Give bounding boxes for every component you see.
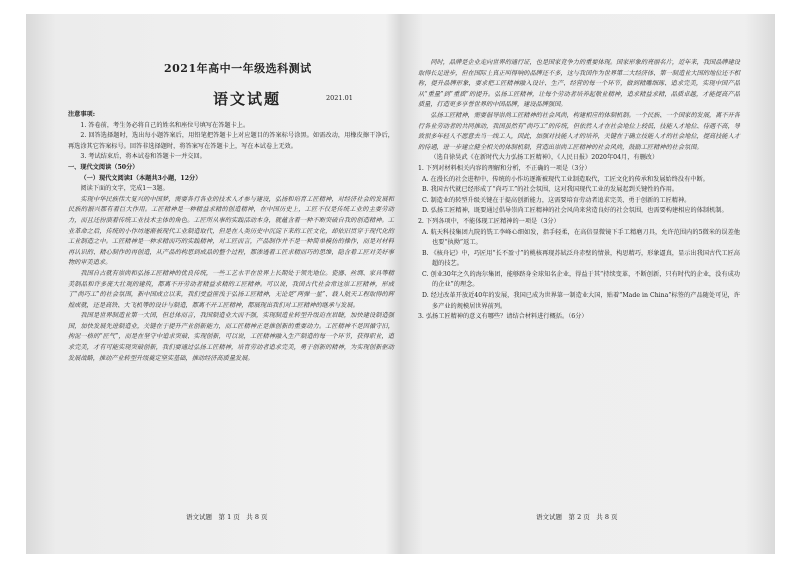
question-option: A. 航天科技集团九院的铣工李峰心细如发，指手轻柔，在高倍显微镜下手工精磨刀具，允许范围内的5微米的误差他也要“执拗”返工。 bbox=[422, 228, 740, 247]
scanned-exam-spread bbox=[26, 14, 775, 554]
note-item: 3. 考试结束后，将本试卷和答题卡一并交回。 bbox=[80, 153, 206, 161]
question-option: B. 《核舟记》中，巧匠用“长不盈寸”的桃核再现苏轼泛舟赤壁的情景，构思精巧，形象逼真，显示出我国古代工匠高超的技艺。 bbox=[422, 249, 740, 268]
question-2: 2. 下列各项中，不能体现工匠精神的一项是（3分） bbox=[418, 217, 560, 225]
question-option: B. 我国古代就已经形成了“尚巧工”的社会氛围，这对我国现代工业的发展起到关键性的作用。 bbox=[422, 186, 679, 194]
exam-date: 2021.01 bbox=[326, 94, 353, 102]
section-heading: 一、现代文阅读（50分） bbox=[68, 163, 139, 171]
subject-title: 语文试题 bbox=[213, 90, 282, 108]
question-option: D. 经过改革开放近40年的发展，我国已成为世界第一制造业大国，贴着“Made in China”标签的产品随处可见，许多产业的规模居世界前列。 bbox=[422, 292, 740, 310]
notes-heading: 注意事项: bbox=[68, 111, 96, 118]
question-option: D. 弘扬工匠精神，既要通过倡导崇尚工匠精神的社会风尚来营造良好的社会氛围，也需要构建相应的体制机制。 bbox=[422, 207, 728, 215]
note-item: 1. 答卷前，考生务必将自己的姓名和座位号填写在答题卡上。 bbox=[80, 121, 250, 129]
page-footer: 语文试题 第 1 页 共 8 页 bbox=[186, 513, 268, 521]
note-item: 2. 回答选择题时，选出每小题答案后，用铅笔把答题卡上对应题目的答案标号涂黑。如需改动，用橡皮擦干净后，再选涂其它答案标号。回答非选择题时，将答案写在答题卡上，写在本试卷上无效。 bbox=[68, 132, 394, 150]
passage-source: （选自徐昊武《在新时代大力弘扬工匠精神》，《人民日报》2020年04月，有删改） bbox=[430, 154, 659, 162]
notes-block bbox=[68, 110, 394, 364]
passage-continued bbox=[418, 58, 740, 323]
right-page bbox=[418, 14, 740, 554]
passage-paragraph: 我国自古就有崇尚和弘扬工匠精神的优良传统，一些工艺水平在世界上长期处于领先地位。瓷器、丝绸、家具等精美制品和许多庞大壮观的建筑，都离不开劳动者精益求精的工匠精神。可以说，我国古代社会常这崇工匠精神，形成了“尚巧工”的社会氛围，新中国成立以来，我们受益匪浅于弘扬工匠精神，无论是“两弹一星”、载人航天工程取得的辉煌成就，还是高铁、大飞机等的设计与制造，都离不开工匠精神，都展现出我们对工匠精神的继承与发展。 bbox=[68, 269, 394, 309]
question-1: 1. 下列对材料相关内容的理解和分析，不正确的一项是（3分） bbox=[418, 164, 591, 172]
page-footer: 语文试题 第 2 页 共 8 页 bbox=[536, 513, 618, 521]
question-3: 3. 弘扬工匠精神的意义有哪些？请结合材料进行概括。（6分） bbox=[418, 313, 588, 321]
subsection-heading: （一）现代文阅读Ⅰ（本题共3小题，12分） bbox=[80, 174, 202, 182]
question-option: C. 创业30年之久的海尔集团，能够跻身全球知名企业，得益于其“持续变革，不断创新，只有时代的企业，没有成功的企业”的理念。 bbox=[422, 270, 740, 289]
question-option: A. 在漫长的社会进程中，传统的小作坊逐渐被现代工业制造取代，工匠文化的传承和发展始终没有中断。 bbox=[422, 175, 709, 183]
left-page bbox=[68, 14, 394, 554]
passage-paragraph: 我国是世界制造业第一大国，但总体而言，我国制造业大而不强，实现制造业转型升级迫在眉睫，加快建设制造强国，加快发展先进制造业，关键在于提升产业创新能力，而工匠精神正是推创新的重要动力。工匠精神不是因循守旧，拘泥一格的“匠气”，而是在坚守中追求突破、实现创新，可以说，工匠精神融入生产制造的每一个环节，获得职业，追求完美，才有可能实现突破创新，我们要通过弘扬工匠精神，培育劳动者追求完美，勇于创新的精神，为实现创新驱动发展战略，推动产业转型升级奠定坚实基础，推动经济高质量发展。 bbox=[68, 312, 394, 362]
question-option: C. 制造业的转型升级关键在于提高创新能力，这需要培育劳动者追求完美、勇于创新的工匠精神。 bbox=[422, 196, 691, 204]
passage-paragraph: 同时，品牌是企业走向世界的通行证，也是国家竞争力的重要体现。国家形象的亮丽名片，近年来，我国品牌建设取得长足进步，但在国际上真正叫得响的品牌还不多，这与我国作为世界第二大经济体、第一制造业大国的地位还不相称，提升品牌形象，要求把工匠精神融入设计、生产、经营的每一个环节，做到精雕细琢、追求完美，实现中国产品从“重量”到“重质”的提升。弘扬工匠精神，让每个劳动者培养起敬业精神，追求精益求精，品质卓越，才能提高产品质量，打造更多享誉世界的中国品牌，建设品牌强国。 bbox=[418, 59, 740, 109]
passage-paragraph: 实现中华民族伟大复兴的中国梦，需要各行各业的技术人才参与建设，弘扬和培育工匠精神，对经济社会的发展和民族的振兴都有着巨大作用。工匠精神是一种精益求精的创造精神，在中国历史上，工匠不仅是传统工业的主要劳动力，而且还扮演着传统工业技术主体的角色。工匠所从事的实践活动本身，就蕴含着一种不断突破自我的创造精神。工业革命之后，传统的小作坊逐渐被现代工业制造取代，但是在人类历史中沉淀下来的工匠文化，却依旧贯穿于现代化的工业制造之中。工匠精神是一种求精而巧的实践精神，对工匠而言，产品制作并不是一种简单模仿的操作，而是对材料再认识的、精心制作的再创造，从产品的构思到成品的整个过程，都渗透着工匠求精而巧的思维，隐含着工匠对美好事物的审美追求。 bbox=[68, 195, 394, 267]
passage-paragraph: 弘扬工匠精神，需要倡导崇尚工匠精神的社会风尚，构建相应的体制机制。一个民族、一个国家的发展，离不开各行各业劳动者的共同推动，我国虽然有“尚巧工”的传统，但依然人才在社会地位上较低，技能人才地位、待遇不高，导致很多年轻人不愿意去当一线工人，因此，加强对技能人才的培养，关键在于确立技能人才的社会地位，提高技能人才的待遇，进一步建立健全相关的体制机制，营造出崇尚工匠精神的社会风尚，鼓励工匠精神的社会氛围。 bbox=[418, 111, 740, 151]
exam-title: 2021年高中一年级选科测试 bbox=[164, 62, 312, 75]
reading-instruction: 阅读下面的文字，完成1～3题。 bbox=[80, 185, 169, 193]
